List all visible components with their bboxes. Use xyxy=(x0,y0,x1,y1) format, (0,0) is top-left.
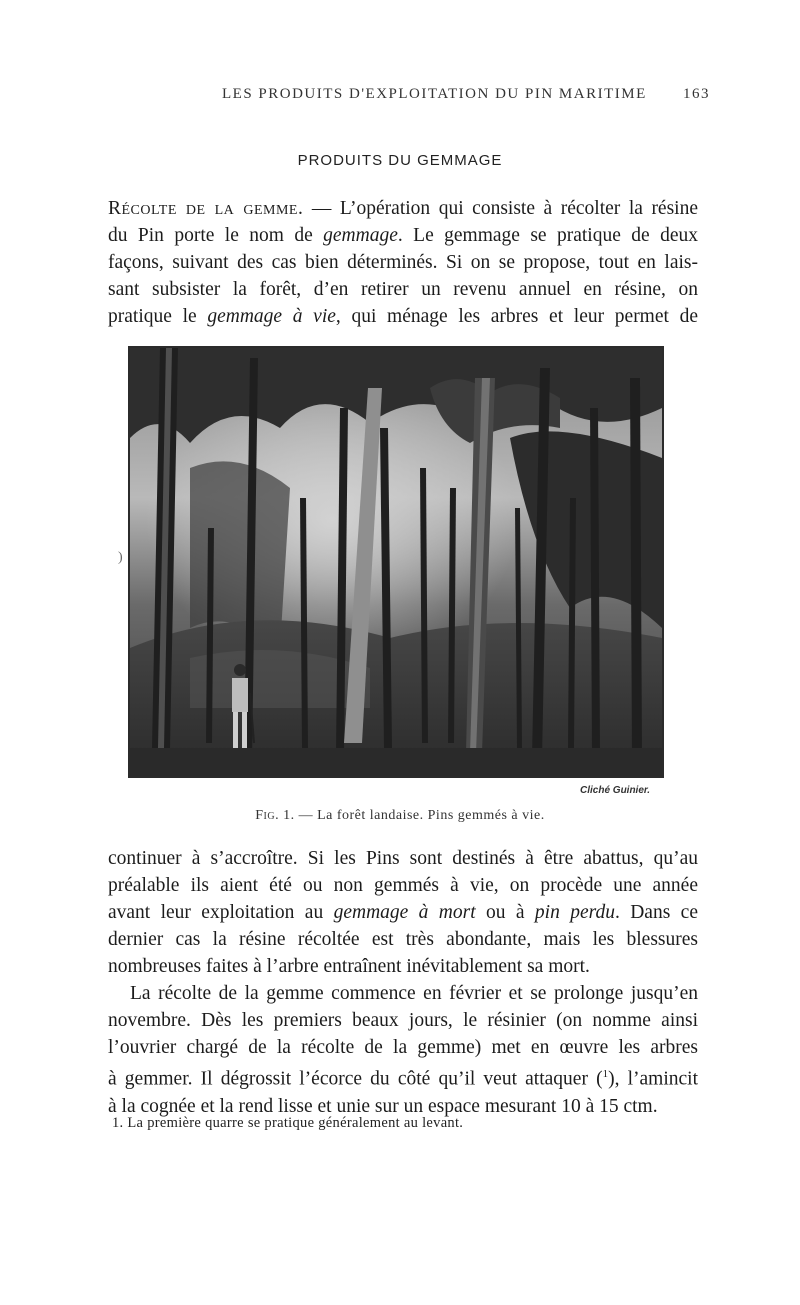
recolte-line-3: l’ouvrier chargé de la récolte de la gemme) met en œuvre les arbres xyxy=(108,1037,698,1058)
margin-mark: ) xyxy=(118,550,123,565)
term-gemmage-a-vie: gemmage à vie xyxy=(207,306,336,327)
footnote-ref: 1 xyxy=(602,1068,609,1080)
running-head-title: LES PRODUITS D'EXPLOITATION DU PIN MARITIME xyxy=(222,86,647,102)
figure-caption-text: — La forêt landaise. Pins gemmés à vie. xyxy=(294,808,545,823)
term-pin-perdu: pin perdu xyxy=(534,902,615,923)
continuation-line-3: avant leur exploitation au gemmage à mort ou à pin perdu. Dans ce xyxy=(108,902,698,923)
intro-lead: Récolte de la gemme. xyxy=(108,198,304,219)
intro-paragraph xyxy=(108,195,698,330)
figure-label: Fig. 1. xyxy=(255,808,295,823)
running-head xyxy=(110,86,710,103)
continuation-line-2: préalable ils aient été ou non gemmés à vie, on procède une année xyxy=(108,875,698,896)
photo-credit: Cliché Guinier. xyxy=(580,785,651,796)
continuation-line-1: continuer à s’accroître. Si les Pins sont destinés à être abattus, qu’au xyxy=(108,848,698,869)
forest-photo-image xyxy=(130,348,662,776)
section-heading: PRODUITS DU GEMMAGE xyxy=(297,152,503,169)
forest-photograph xyxy=(128,346,664,778)
recolte-line-4: à gemmer. Il dégrossit l’écorce du côté qu’il veut attaquer ($^1$), l’amincit xyxy=(108,1068,699,1090)
recolte-line-5: à la cognée et la rend lisse et unie sur un espace mesurant 10 à 15 ctm. xyxy=(108,1095,658,1117)
continuation-paragraph xyxy=(108,845,698,980)
footnote: 1. La première quarre se pratique généralement au levant. xyxy=(112,1115,464,1131)
intro-line-5: pratique le gemmage à vie, qui ménage les arbres et leur permet de xyxy=(108,306,699,327)
recolte-line-2: novembre. Dès les premiers beaux jours, le résinier (on nomme ainsi xyxy=(108,1010,698,1031)
figure-caption xyxy=(0,808,800,824)
continuation-line-4: dernier cas la résine récoltée est très abondante, mais les blessures xyxy=(108,929,698,950)
recolte-line-1: La récolte de la gemme commence en février et se prolonge jusqu’en xyxy=(130,983,698,1004)
page-number: 163 xyxy=(683,86,710,102)
intro-line-3: façons, suivant des cas bien déterminés. Si on se propose, tout en lais- xyxy=(108,252,698,273)
term-gemmage: gemmage xyxy=(323,225,398,246)
continuation-line-5: nombreuses faites à l’arbre entraînent inévitablement sa mort. xyxy=(108,956,590,977)
intro-line-4: sant subsister la forêt, d’en retirer un revenu annuel en résine, on xyxy=(108,279,698,300)
intro-line-1: Récolte de la gemme. — L’opération qui consiste à récolter la résine xyxy=(108,198,699,219)
intro-line-2: du Pin porte le nom de gemmage. Le gemmage se pratique de deux xyxy=(108,225,698,246)
recolte-paragraph xyxy=(108,980,698,1120)
term-gemmage-a-mort: gemmage à mort xyxy=(333,902,476,923)
